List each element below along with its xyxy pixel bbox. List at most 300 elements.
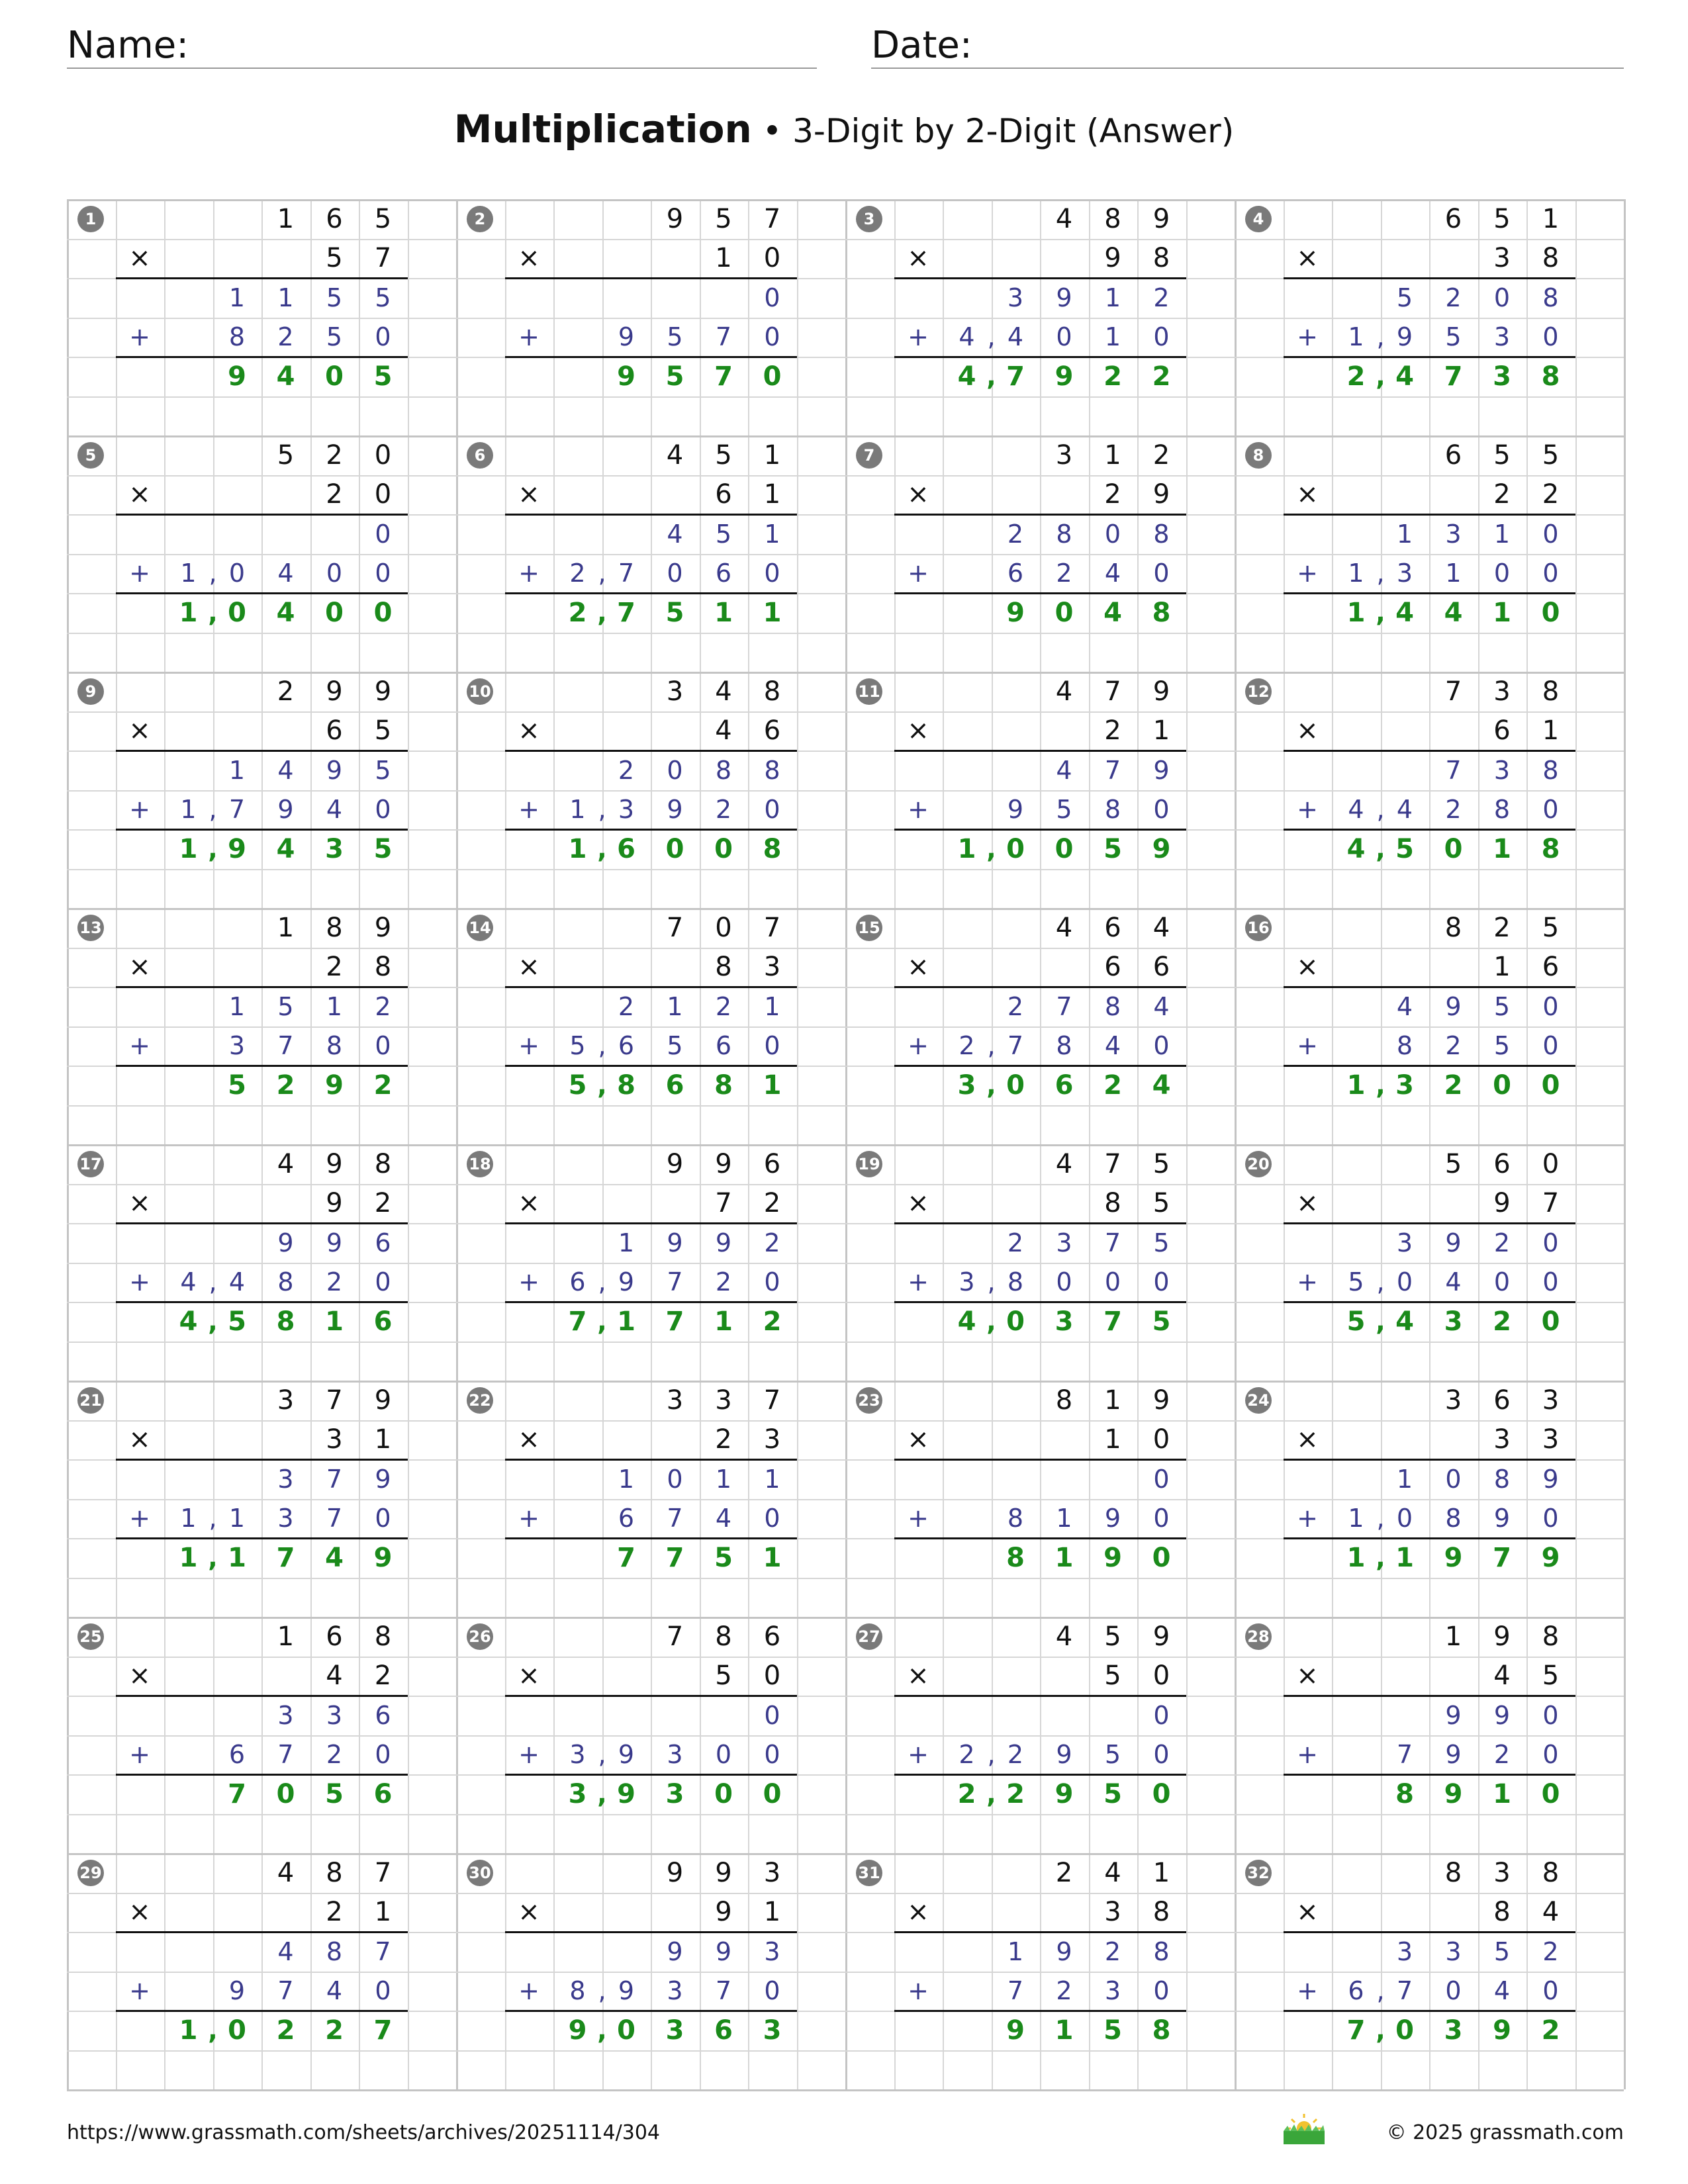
- answer-digit: 6: [373, 1306, 393, 1337]
- times-sign: ×: [128, 952, 151, 982]
- grid-line: [67, 1893, 1624, 1894]
- partial-product-2-digit: 9: [1493, 1504, 1511, 1533]
- answer-rule: [1284, 829, 1575, 831]
- plus-sign: +: [908, 322, 929, 351]
- answer-digit: 1: [1395, 1542, 1414, 1573]
- answer-digit: 9: [1055, 1778, 1074, 1809]
- answer-rule: [116, 592, 408, 594]
- answer-rule: [1284, 1065, 1575, 1067]
- partial-product-1-digit: 3: [1493, 755, 1511, 785]
- partial-product-2-digit: 0: [375, 1031, 391, 1060]
- answer-digit: 3: [325, 833, 344, 864]
- answer-digit: 5: [1395, 833, 1414, 864]
- multiplier-digit: 4: [326, 1661, 343, 1691]
- times-sign: ×: [518, 1188, 540, 1218]
- partial-product-2-digit: 0: [764, 1031, 780, 1060]
- plus-sign: +: [908, 1740, 929, 1769]
- multiplicand-digit: 8: [715, 1621, 732, 1652]
- multiplicand-digit: 9: [715, 1148, 732, 1179]
- problem-number-badge: 11: [856, 678, 882, 705]
- partial-product-1-digit: 9: [277, 1228, 294, 1257]
- answer-rule: [505, 1222, 797, 1224]
- multiplicand-digit: 7: [666, 1621, 684, 1652]
- partial-product-2-digit: 7: [1007, 1976, 1024, 2005]
- answer-digit: 9: [1103, 1542, 1122, 1573]
- partial-product-2-digit: 2: [1445, 1031, 1462, 1060]
- partial-product-2-digit: 2: [326, 1267, 343, 1297]
- partial-product-1-digit: 0: [1104, 519, 1121, 549]
- answer-digit: 3: [665, 1778, 684, 1809]
- partial-product-2-digit: 3: [667, 1976, 683, 2005]
- partial-product-1-digit: 2: [1007, 1228, 1024, 1257]
- answer-digit: 5: [714, 1542, 733, 1573]
- plus-sign: +: [1297, 322, 1318, 351]
- answer-digit: 4: [1395, 1306, 1414, 1337]
- answer-digit: 0: [1541, 1306, 1560, 1337]
- multiplicand-digit: 7: [326, 1385, 343, 1416]
- answer-rule: [894, 1774, 1186, 1776]
- answer-comma: ,: [597, 834, 607, 864]
- answer-digit: 8: [1152, 2015, 1171, 2046]
- answer-digit: 2: [1346, 361, 1366, 392]
- partial-product-2-digit: 9: [1007, 795, 1024, 824]
- answer-digit: 6: [665, 1069, 684, 1101]
- plus-sign: +: [1297, 1267, 1318, 1297]
- answer-digit: 1: [568, 833, 587, 864]
- partial-product-2-digit: 7: [1396, 1976, 1413, 2005]
- partial-product-2-digit: 6: [618, 1504, 635, 1533]
- partial-product-1-digit: 8: [715, 755, 732, 785]
- partial-product-1-digit: 4: [667, 519, 683, 549]
- answer-digit: 1: [179, 2015, 198, 2046]
- partial-product-2-digit: 9: [618, 1976, 635, 2005]
- answer-digit: 3: [1444, 1306, 1463, 1337]
- partial-product-1-digit: 1: [1104, 283, 1121, 312]
- multiplier-digit: 2: [715, 1424, 732, 1455]
- times-sign: ×: [907, 715, 929, 746]
- multiplier-digit: 2: [326, 479, 343, 510]
- problem-number-badge: 26: [467, 1623, 493, 1650]
- answer-digit: 1: [1493, 597, 1511, 628]
- answer-digit: 4: [957, 1306, 976, 1337]
- multiplier-digit: 2: [1542, 479, 1560, 510]
- answer-digit: 1: [763, 1542, 782, 1573]
- answer-digit: 5: [373, 361, 393, 392]
- plus-sign: +: [1297, 795, 1318, 824]
- plus-sign: +: [518, 1976, 539, 2005]
- partial-product-2-digit: 2: [1056, 1976, 1072, 2005]
- partial-product-1-digit: 0: [1542, 1228, 1559, 1257]
- answer-digit: 0: [617, 2015, 635, 2046]
- answer-rule: [505, 829, 797, 831]
- partial-product-1-digit: 2: [618, 991, 635, 1021]
- partial-product-2-comma: ,: [598, 1976, 606, 2005]
- multiplier-digit: 4: [1542, 1897, 1560, 1927]
- multiplicand-digit: 9: [1493, 1621, 1511, 1652]
- answer-digit: 5: [1103, 2015, 1122, 2046]
- multiplicand-digit: 3: [763, 1857, 781, 1888]
- answer-digit: 4: [325, 1542, 344, 1573]
- multiplicand-digit: 3: [1542, 1385, 1560, 1416]
- partial-product-2-comma: ,: [987, 1031, 996, 1060]
- answer-rule: [894, 1695, 1186, 1697]
- times-sign: ×: [1296, 243, 1319, 273]
- partial-product-2-digit: 8: [326, 1031, 343, 1060]
- partial-product-1-digit: 1: [228, 991, 246, 1021]
- multiplicand-digit: 0: [1542, 1148, 1560, 1179]
- partial-product-2-digit: 0: [764, 322, 780, 351]
- problem-number-badge: 30: [467, 1860, 493, 1886]
- answer-comma: ,: [1376, 834, 1385, 864]
- times-sign: ×: [907, 952, 929, 982]
- multiplier-digit: 6: [1104, 952, 1121, 982]
- name-label: Name:: [67, 24, 189, 67]
- partial-product-2-digit: 8: [1056, 1031, 1072, 1060]
- answer-comma: ,: [1376, 2015, 1385, 2045]
- page-title: [0, 106, 1688, 154]
- partial-product-2-digit: 9: [228, 1976, 246, 2005]
- answer-digit: 3: [568, 1778, 587, 1809]
- plus-sign: +: [129, 1267, 150, 1297]
- answer-rule: [505, 1695, 797, 1697]
- multiplier-digit: 7: [374, 243, 392, 273]
- partial-product-2-comma: ,: [1376, 322, 1385, 351]
- multiplier-digit: 8: [1104, 1188, 1121, 1218]
- partial-product-1-digit: 1: [715, 1464, 732, 1494]
- multiplier-digit: 7: [1542, 1188, 1560, 1218]
- answer-rule: [894, 1537, 1186, 1539]
- partial-product-2-digit: 0: [764, 1267, 780, 1297]
- partial-product-1-digit: 7: [375, 1936, 391, 1966]
- multiplicand-digit: 1: [1104, 439, 1121, 471]
- partial-product-2-digit: 3: [959, 1267, 975, 1297]
- grid-line: [67, 2050, 1624, 2052]
- answer-rule: [894, 277, 1186, 279]
- times-sign: ×: [518, 952, 540, 982]
- multiplicand-digit: 6: [1444, 203, 1462, 234]
- grid-line: [67, 1814, 1624, 1815]
- partial-product-2-comma: ,: [209, 1267, 217, 1297]
- multiplicand-digit: 9: [326, 1148, 343, 1179]
- partial-product-1-digit: 9: [1542, 1464, 1559, 1494]
- partial-product-2-digit: 4: [1104, 1031, 1121, 1060]
- answer-digit: 1: [1346, 597, 1366, 628]
- answer-comma: ,: [986, 834, 996, 864]
- answer-digit: 1: [1493, 1778, 1511, 1809]
- answer-digit: 3: [665, 2015, 684, 2046]
- worksheet-grid: [67, 199, 1624, 2090]
- plus-sign: +: [1297, 1740, 1318, 1769]
- partial-product-1-digit: 5: [326, 283, 343, 312]
- answer-digit: 7: [665, 1542, 684, 1573]
- date-label: Date:: [871, 24, 972, 67]
- partial-product-2-digit: 3: [228, 1031, 246, 1060]
- answer-comma: ,: [597, 1779, 607, 1809]
- partial-product-2-digit: 0: [1396, 1504, 1413, 1533]
- partial-product-2-comma: ,: [1376, 1504, 1385, 1533]
- answer-digit: 0: [228, 2015, 246, 2046]
- answer-comma: ,: [208, 1543, 218, 1572]
- answer-digit: 4: [276, 833, 295, 864]
- multiplicand-digit: 8: [374, 1621, 392, 1652]
- partial-product-2-digit: 5: [569, 1031, 586, 1060]
- answer-rule: [1284, 277, 1575, 279]
- answer-digit: 9: [1055, 361, 1074, 392]
- multiplicand-digit: 4: [277, 1148, 295, 1179]
- answer-digit: 7: [714, 361, 733, 392]
- partial-product-1-digit: 7: [1104, 755, 1121, 785]
- answer-digit: 1: [179, 1542, 198, 1573]
- multiplier-digit: 4: [1493, 1661, 1511, 1691]
- answer-digit: 0: [373, 597, 393, 628]
- multiplicand-digit: 8: [1542, 1857, 1560, 1888]
- answer-digit: 1: [617, 1306, 635, 1337]
- multiplier-digit: 6: [1152, 952, 1170, 982]
- answer-digit: 0: [1152, 1778, 1171, 1809]
- problem-number-badge: 28: [1245, 1623, 1272, 1650]
- partial-product-1-digit: 8: [1056, 519, 1072, 549]
- answer-digit: 2: [1103, 1069, 1122, 1101]
- answer-digit: 3: [1055, 1306, 1074, 1337]
- multiplicand-digit: 9: [1152, 203, 1170, 234]
- partial-product-1-digit: 2: [1153, 283, 1170, 312]
- partial-product-2-digit: 6: [715, 1031, 732, 1060]
- multiplicand-digit: 6: [1493, 1148, 1511, 1179]
- multiplicand-digit: 6: [763, 1148, 781, 1179]
- multiplicand-digit: 8: [374, 1148, 392, 1179]
- partial-product-2-digit: 0: [375, 1267, 391, 1297]
- partial-product-1-digit: 3: [1396, 1228, 1413, 1257]
- partial-product-1-digit: 0: [1445, 1464, 1462, 1494]
- partial-product-1-digit: 9: [1056, 1936, 1072, 1966]
- answer-digit: 8: [714, 1069, 733, 1101]
- partial-product-2-digit: 8: [228, 322, 246, 351]
- partial-product-1-digit: 1: [228, 283, 246, 312]
- answer-digit: 1: [325, 1306, 344, 1337]
- partial-product-1-digit: 5: [375, 755, 391, 785]
- partial-product-2-digit: 0: [1104, 1267, 1121, 1297]
- answer-comma: ,: [597, 1306, 607, 1336]
- multiplier-digit: 9: [1152, 479, 1170, 510]
- problem-number-badge: 6: [467, 442, 493, 469]
- answer-rule: [1284, 750, 1575, 752]
- answer-digit: 7: [1103, 1306, 1122, 1337]
- answer-rule: [894, 1222, 1186, 1224]
- answer-rule: [116, 1695, 408, 1697]
- partial-product-1-digit: 0: [1493, 283, 1511, 312]
- multiplier-digit: 0: [763, 1661, 781, 1691]
- answer-digit: 4: [1346, 833, 1366, 864]
- multiplier-digit: 5: [1152, 1188, 1170, 1218]
- partial-product-1-digit: 9: [326, 755, 343, 785]
- answer-comma: ,: [597, 598, 607, 627]
- partial-product-2-digit: 0: [1153, 1031, 1170, 1060]
- multiplier-digit: 6: [715, 479, 732, 510]
- answer-digit: 7: [665, 1306, 684, 1337]
- plus-sign: +: [518, 1031, 539, 1060]
- partial-product-2-digit: 1: [1056, 1504, 1072, 1533]
- multiplicand-digit: 7: [374, 1857, 392, 1888]
- multiplier-digit: 2: [326, 952, 343, 982]
- answer-rule: [116, 829, 408, 831]
- answer-rule: [1284, 1537, 1575, 1539]
- partial-product-2-digit: 8: [1445, 1504, 1462, 1533]
- partial-product-2-digit: 9: [618, 322, 635, 351]
- multiplier-digit: 9: [326, 1188, 343, 1218]
- partial-product-2-digit: 0: [228, 559, 246, 588]
- partial-product-2-digit: 9: [667, 795, 683, 824]
- grid-line: [67, 1184, 1624, 1185]
- partial-product-2-digit: 1: [569, 795, 586, 824]
- multiplicand-digit: 7: [1104, 676, 1121, 707]
- partial-product-2-digit: 0: [1153, 1504, 1170, 1533]
- multiplier-digit: 8: [1152, 243, 1170, 273]
- partial-product-1-digit: 1: [618, 1464, 635, 1494]
- partial-product-2-digit: 5: [1348, 1267, 1364, 1297]
- partial-product-2-digit: 2: [1493, 1740, 1511, 1769]
- partial-product-2-digit: 3: [1104, 1976, 1121, 2005]
- times-sign: ×: [1296, 952, 1319, 982]
- answer-rule: [894, 1931, 1186, 1933]
- partial-product-2-digit: 0: [1542, 559, 1559, 588]
- partial-product-1-digit: 0: [1153, 1700, 1170, 1730]
- partial-product-1-digit: 2: [1445, 283, 1462, 312]
- multiplier-digit: 0: [374, 479, 392, 510]
- grid-line: [67, 1657, 1624, 1658]
- answer-rule: [1284, 1459, 1575, 1461]
- answer-digit: 1: [1055, 1542, 1074, 1573]
- multiplier-digit: 2: [763, 1188, 781, 1218]
- name-line[interactable]: [67, 68, 817, 69]
- multiplier-digit: 8: [1542, 243, 1560, 273]
- multiplicand-digit: 9: [666, 1857, 684, 1888]
- answer-digit: 0: [1541, 1778, 1560, 1809]
- answer-digit: 6: [617, 833, 635, 864]
- partial-product-2-digit: 2: [277, 322, 294, 351]
- partial-product-2-digit: 1: [1348, 559, 1364, 588]
- problem-number-badge: 7: [856, 442, 882, 469]
- answer-digit: 2: [373, 1069, 393, 1101]
- partial-product-2-digit: 5: [1104, 1740, 1121, 1769]
- grid-line: [1624, 199, 1626, 2089]
- problem-number-badge: 29: [77, 1860, 104, 1886]
- answer-digit: 0: [325, 597, 344, 628]
- partial-product-1-digit: 1: [1007, 1936, 1024, 1966]
- answer-digit: 7: [568, 1306, 587, 1337]
- partial-product-2-digit: 4: [1007, 322, 1024, 351]
- multiplicand-digit: 5: [1542, 439, 1560, 471]
- partial-product-2-digit: 3: [1396, 559, 1413, 588]
- multiplicand-digit: 9: [374, 912, 392, 943]
- partial-product-1-digit: 5: [715, 519, 732, 549]
- answer-digit: 4: [957, 361, 976, 392]
- times-sign: ×: [907, 1661, 929, 1691]
- partial-product-1-digit: 3: [277, 1464, 294, 1494]
- multiplicand-digit: 4: [1055, 1148, 1073, 1179]
- partial-product-2-digit: 4: [1493, 1976, 1511, 2005]
- multiplier-digit: 9: [1493, 1188, 1511, 1218]
- multiplicand-digit: 6: [326, 203, 343, 234]
- partial-product-2-digit: 9: [1104, 1504, 1121, 1533]
- partial-product-2-digit: 0: [1493, 559, 1511, 588]
- multiplier-digit: 0: [763, 243, 781, 273]
- partial-product-1-digit: 9: [1445, 991, 1462, 1021]
- multiplicand-digit: 7: [1444, 676, 1462, 707]
- problem-number-badge: 16: [1245, 915, 1272, 941]
- answer-comma: ,: [1376, 1543, 1385, 1572]
- answer-rule: [505, 514, 797, 516]
- partial-product-2-digit: 2: [326, 1740, 343, 1769]
- answer-rule: [505, 356, 797, 358]
- answer-digit: 7: [228, 1778, 246, 1809]
- answer-digit: 5: [1346, 1306, 1366, 1337]
- plus-sign: +: [129, 1976, 150, 2005]
- answer-digit: 1: [1346, 1542, 1366, 1573]
- problem-number-badge: 24: [1245, 1387, 1272, 1414]
- multiplicand-digit: 0: [715, 912, 732, 943]
- multiplier-digit: 6: [763, 715, 781, 746]
- answer-digit: 0: [665, 833, 684, 864]
- problem-number-badge: 27: [856, 1623, 882, 1650]
- partial-product-2-digit: 1: [180, 1504, 197, 1533]
- answer-digit: 1: [228, 1542, 246, 1573]
- times-sign: ×: [128, 1661, 151, 1691]
- problem-number-badge: 22: [467, 1387, 493, 1414]
- answer-digit: 4: [1103, 597, 1122, 628]
- multiplicand-digit: 7: [763, 912, 781, 943]
- times-sign: ×: [1296, 1897, 1319, 1927]
- answer-rule: [894, 1459, 1186, 1461]
- partial-product-2-digit: 2: [1056, 559, 1072, 588]
- multiplicand-digit: 4: [1055, 203, 1073, 234]
- multiplicand-digit: 2: [326, 439, 343, 471]
- answer-digit: 8: [1152, 597, 1171, 628]
- partial-product-2-digit: 7: [618, 559, 635, 588]
- plus-sign: +: [908, 1504, 929, 1533]
- multiplier-digit: 1: [763, 1897, 781, 1927]
- times-sign: ×: [907, 1188, 929, 1218]
- answer-digit: 6: [373, 1778, 393, 1809]
- multiplicand-digit: 3: [1444, 1385, 1462, 1416]
- multiplier-digit: 2: [1104, 479, 1121, 510]
- partial-product-2-digit: 6: [715, 559, 732, 588]
- partial-product-1-digit: 3: [277, 1700, 294, 1730]
- partial-product-2-digit: 0: [1056, 322, 1072, 351]
- answer-rule: [505, 2010, 797, 2012]
- multiplier-digit: 2: [1104, 715, 1121, 746]
- multiplier-digit: 2: [374, 1188, 392, 1218]
- answer-rule: [116, 1301, 408, 1303]
- answer-rule: [505, 277, 797, 279]
- partial-product-2-digit: 8: [1493, 795, 1511, 824]
- plus-sign: +: [518, 1504, 539, 1533]
- grid-line: [67, 1420, 1624, 1422]
- answer-digit: 2: [276, 2015, 295, 2046]
- answer-rule: [894, 592, 1186, 594]
- problem-number-badge: 4: [1245, 206, 1272, 232]
- date-line[interactable]: [871, 68, 1624, 69]
- answer-digit: 3: [1444, 2015, 1463, 2046]
- partial-product-2-digit: 0: [1153, 795, 1170, 824]
- answer-rule: [894, 514, 1186, 516]
- partial-product-2-digit: 0: [1542, 1031, 1559, 1060]
- multiplier-digit: 2: [1493, 479, 1511, 510]
- problem-number-badge: 2: [467, 206, 493, 232]
- partial-product-2-digit: 4: [1104, 559, 1121, 588]
- partial-product-2-digit: 8: [277, 1267, 294, 1297]
- partial-product-2-digit: 8: [1396, 1031, 1413, 1060]
- answer-digit: 2: [763, 1306, 782, 1337]
